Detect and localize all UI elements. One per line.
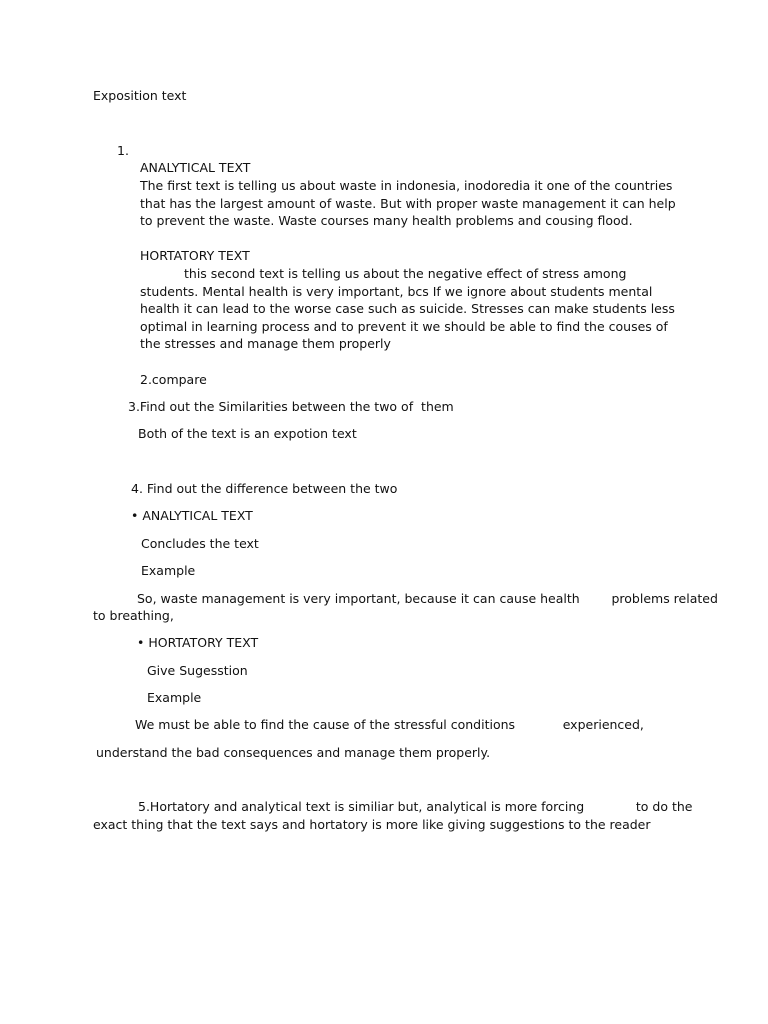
answer-3: Both of the text is an expotion text xyxy=(138,426,357,441)
analytical-body: The first text is telling us about waste in indonesia, inodoredia it one of the countries that has the largest amount of waste. But with proper waste management it can help to prevent the waste. Waste courses many health problems and cousing flood. xyxy=(140,178,676,229)
document-title: Exposition text xyxy=(93,88,187,103)
bullet-analytical-label: ANALYTICAL TEXT xyxy=(142,508,253,523)
list-number-1: 1. xyxy=(117,143,129,158)
bullet-hortatory xyxy=(137,634,258,652)
bullet-glyph: • xyxy=(137,635,145,650)
hortatory-example-label: Example xyxy=(147,690,202,705)
item-5-line-1: 5.Hortatory and analytical text is similiar but, analytical is more forcing to do the xyxy=(138,799,693,814)
question-4: 4. Find out the difference between the two xyxy=(131,481,398,496)
analytical-heading: ANALYTICAL TEXT xyxy=(140,160,251,175)
bullet-analytical xyxy=(131,507,253,525)
item-5-line-2: exact thing that the text says and hortatory is more like giving suggestions to the reader xyxy=(93,817,651,832)
analytical-example-line-2: to breathing, xyxy=(93,608,174,623)
hortatory-example-line-2: understand the bad consequences and manage them properly. xyxy=(96,745,491,760)
hortatory-heading: HORTATORY TEXT xyxy=(140,248,250,263)
list-item-2: 2.compare xyxy=(140,372,207,387)
hortatory-description: Give Sugesstion xyxy=(147,663,248,678)
question-3: 3.Find out the Similarities between the two of them xyxy=(128,399,454,414)
bullet-hortatory-label: HORTATORY TEXT xyxy=(148,635,259,650)
hortatory-body: this second text is telling us about the negative effect of stress among students. Mental health is very important, bcs If we ignore about students mental health it can lead to the worse case such as suicide. Stresses can make students less optimal in learning process and to prevent it we should be able to find the couses of the stresses and manage them properly xyxy=(140,266,675,352)
analytical-example-line-1: So, waste management is very important, because it can cause health problems related xyxy=(137,591,718,606)
hortatory-example-line-1: We must be able to find the cause of the stressful conditions experienced, xyxy=(135,717,644,732)
bullet-glyph: • xyxy=(131,508,139,523)
analytical-example-label: Example xyxy=(141,563,196,578)
analytical-description: Concludes the text xyxy=(141,536,259,551)
